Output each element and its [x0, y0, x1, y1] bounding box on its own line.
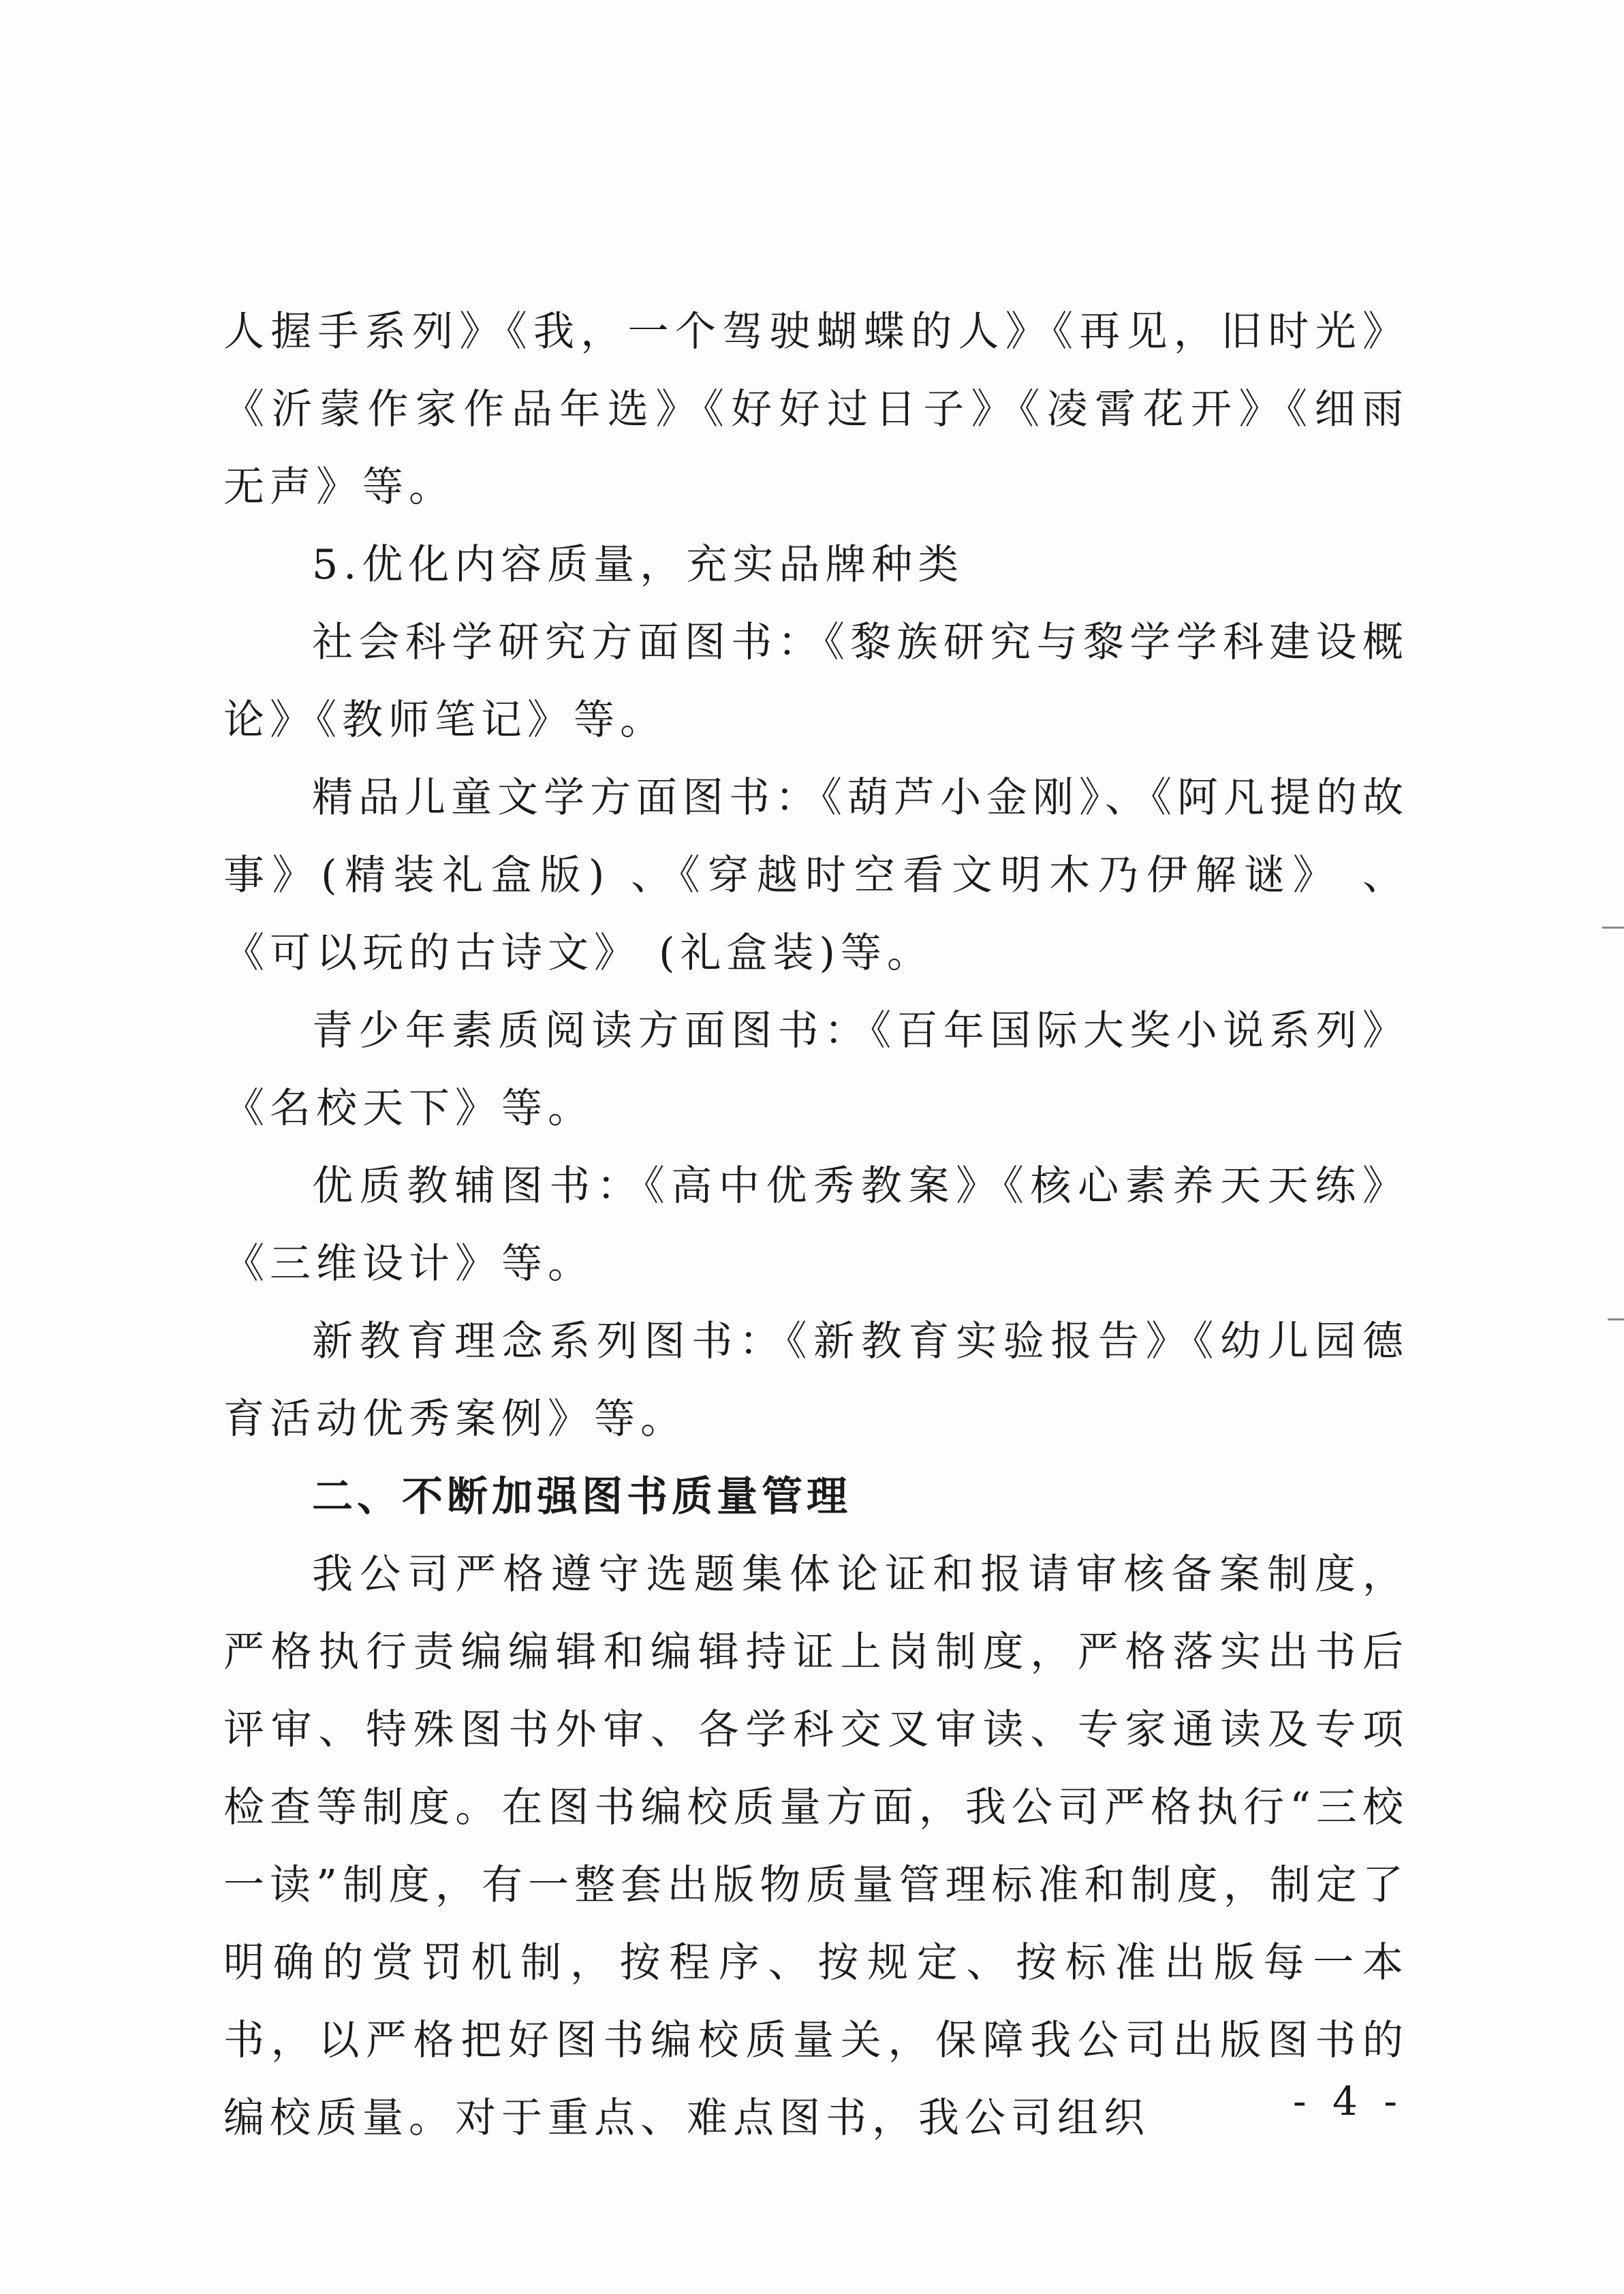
- paragraph-teaching-aid-books: 优质教辅图书：《高中优秀教案》《核心素养天天练》《三维设计》等。: [223, 1162, 1409, 1288]
- margin-mark: [1602, 927, 1624, 929]
- page-number: - 4 -: [1293, 2078, 1404, 2124]
- paragraph-item-5-title: 5.优化内容质量，充实品牌种类: [312, 541, 965, 589]
- section-heading: 二、不断加强图书质量管理: [312, 1473, 852, 1521]
- paragraph-new-education-books: 新教育理念系列图书：《新教育实验报告》《幼儿园德育活动优秀案例》等。: [223, 1318, 1409, 1443]
- document-body: [223, 293, 1409, 2157]
- paragraph-quality-management: 我公司严格遵守选题集体论证和报请审核备案制度，严格执行责编编辑和编辑持证上岗制度，严格落实出书后评审、特殊图书外审、各学科交叉审读、专家通读及专项检查等制度。在图书编校质量方面，我公司严格执行“三校一读”制度，有一整套出版物质量管理标准和制度，制定了明确的赏罚机制，按程序、按规定、按标准出版每一本书，以严格把好图书编校质量关，保障我公司出版图书的编校质量。对于重点、难点图书，我公司组织: [223, 1551, 1409, 2142]
- paragraph-social-science-books: 社会科学研究方面图书：《黎族研究与黎学学科建设概论》《教师笔记》等。: [223, 619, 1409, 744]
- paragraph-children-literature-books: 精品儿童文学方面图书：《葫芦小金刚》、《阿凡提的故事》(精装礼盒版) 、《穿越时空看文明木乃伊解谜》 、《可以玩的古诗文》 (礼盒装)等。: [223, 774, 1409, 977]
- paragraph-youth-reading-books: 青少年素质阅读方面图书：《百年国际大奖小说系列》《名校天下》等。: [223, 1007, 1409, 1132]
- paragraph-book-list-continued: 人握手系列》《我，一个驾驶蝴蝶的人》《再见，旧时光》《沂蒙作家作品年选》《好好过日子》《凌霄花开》《细雨无声》等。: [223, 308, 1409, 511]
- margin-mark: [1608, 1318, 1624, 1320]
